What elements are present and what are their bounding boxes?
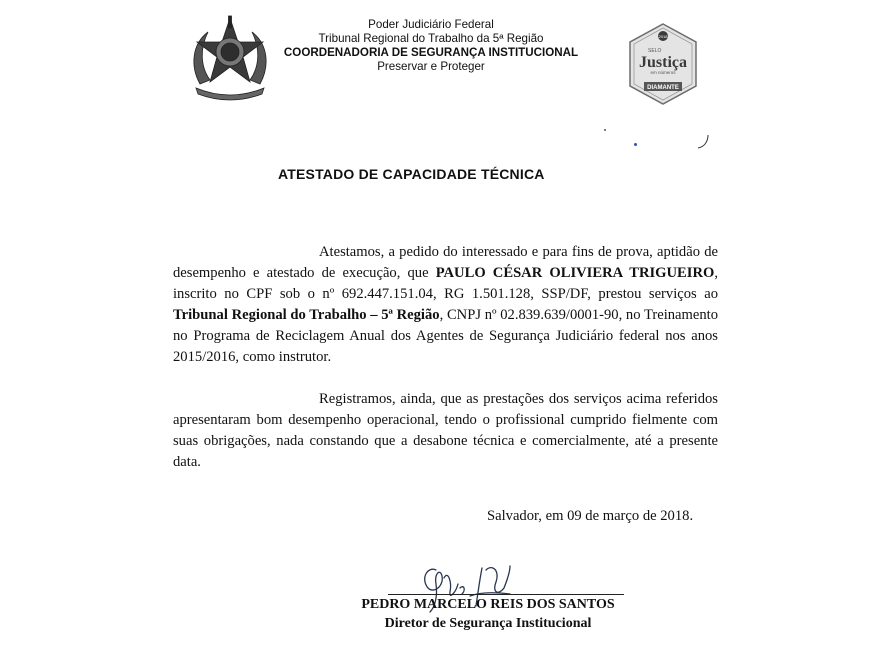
scan-speck — [604, 129, 606, 131]
selo-justica-badge-icon — [626, 22, 700, 106]
brazil-coat-of-arms-icon — [186, 14, 274, 102]
signer-name: PEDRO MARCELO REIS DOS SANTOS — [361, 597, 615, 612]
svg-text:2018: 2018 — [658, 34, 668, 39]
letterhead-line-coordination: COORDENADORIA DE SEGURANÇA INSTITUCIONAL — [283, 46, 579, 59]
svg-text:em números: em números — [650, 70, 676, 75]
paragraph-registration-text: Registramos, ainda, que as prestações dos serviços acima referidos apresentaram bom desempenho operacional, tendo o profissional cumprido fielmente com suas obrigações, nada constando que a desabone técnica e comercialmente, até a presente data. — [173, 391, 718, 470]
scan-mark — [696, 134, 710, 150]
svg-text:DIAMANTE: DIAMANTE — [647, 85, 679, 91]
dateline: Salvador, em 09 de março de 2018. — [487, 508, 694, 524]
letterhead-line-judiciary: Poder Judiciário Federal — [368, 18, 494, 31]
letterhead — [266, 18, 596, 74]
paragraph-attestation-text-3: , CNPJ nº 02.839.639/0001-90, no Treinamento no Programa de Reciclagem Anual dos Agentes de Segurança Judiciário federal nos anos 2015/2016, como instrutor. — [173, 307, 719, 365]
professional-name: PAULO CÉSAR OLIVIERA TRIGUEIRO — [435, 265, 715, 281]
document-title: ATESTADO DE CAPACIDADE TÉCNICA — [278, 166, 545, 182]
letterhead-motto: Preservar e Proteger — [377, 60, 485, 73]
paragraph-attestation-text-2: , inscrito no CPF sob o nº 692.447.151.04, RG 1.501.128, SSP/DF, prestou serviços ao — [173, 265, 719, 302]
svg-text:Justiça: Justiça — [639, 54, 687, 71]
paragraph-attestation-text-1: Atestamos, a pedido do interessado e para fins de prova, aptidão de desempenho e atestado de execução, que — [173, 244, 718, 281]
scan-speck — [634, 143, 637, 146]
paragraph-attestation — [173, 242, 718, 368]
signature-line — [388, 594, 624, 595]
signer-role: Diretor de Segurança Institucional — [384, 616, 592, 631]
paragraph-registration — [173, 389, 718, 473]
svg-text:SELO: SELO — [648, 48, 662, 54]
tribunal-name: Tribunal Regional do Trabalho – 5ª Região — [173, 307, 440, 323]
letterhead-line-tribunal: Tribunal Regional do Trabalho da 5ª Região — [318, 32, 544, 45]
